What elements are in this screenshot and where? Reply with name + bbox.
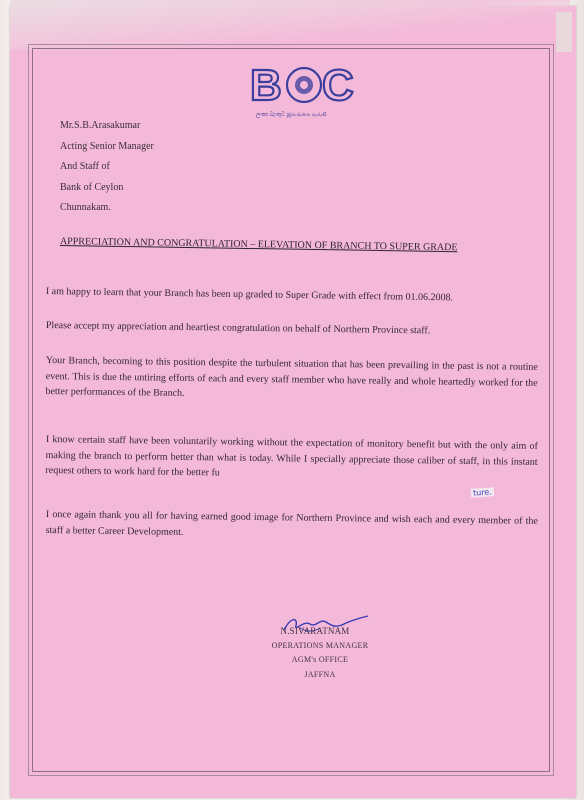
- body-paragraph-3: Your Branch, becoming to this position despite the turbulent situation that has been prevailing in the past is not a routine event. This is due the untiring efforts of each and every staff member who have really and whole heartedly worked for the better performances of the Branch.: [45, 354, 538, 399]
- body-paragraph-4-text: I know certain staff have been voluntarily working without the expectation of monitory benefit but with the only aim of making the branch to perform better than what is today. While I specially appreciate those caliber of staff, in this instant request others to work hard for the better fu: [45, 433, 538, 479]
- svg-text:B: B: [250, 61, 281, 110]
- recipient-line: And Staff of: [60, 161, 110, 172]
- torn-top-edge: [10, 0, 570, 50]
- boc-logo: [248, 58, 360, 122]
- recipient-bank: Bank of Ceylon: [60, 181, 124, 193]
- svg-text:C: C: [322, 61, 354, 110]
- body-paragraph-4: [45, 432, 538, 485]
- signature-block: [250, 624, 390, 682]
- signatory-place: JAFFNA: [304, 669, 336, 679]
- signatory-title: OPERATIONS MANAGER: [271, 640, 369, 650]
- recipient-title: Acting Senior Manager: [60, 140, 154, 152]
- signatory-office: AGM's OFFICE: [291, 655, 349, 664]
- body-paragraph-5: I once again thank you all for having earned good image for Northern Province and wish each and every member of the staff a better Career Development.: [45, 508, 538, 538]
- recipient-branch: Chunnakam.: [60, 202, 111, 213]
- page-corner: [556, 12, 572, 52]
- body-paragraph-2: Please accept my appreciation and heartiest congratulation on behalf of Northern Province staff.: [45, 319, 431, 337]
- recipient-address: [60, 116, 154, 219]
- recipient-name: Mr.S.B.Arasakumar: [60, 120, 141, 131]
- letter-subject: APPRECIATION AND CONGRATULATION – ELEVATION OF BRANCH TO SUPER GRADE: [59, 236, 458, 254]
- body-paragraph-1: I am happy to learn that your Branch has been up graded to Super Grade with effect from 01.06.2008.: [45, 285, 454, 304]
- handwritten-correction: ture.: [472, 487, 493, 498]
- logo-tagline: ලංකා බැංකුව இலங்கை வங்கி: [256, 112, 327, 118]
- signatory-name: N.SIVARATNAM: [280, 626, 350, 636]
